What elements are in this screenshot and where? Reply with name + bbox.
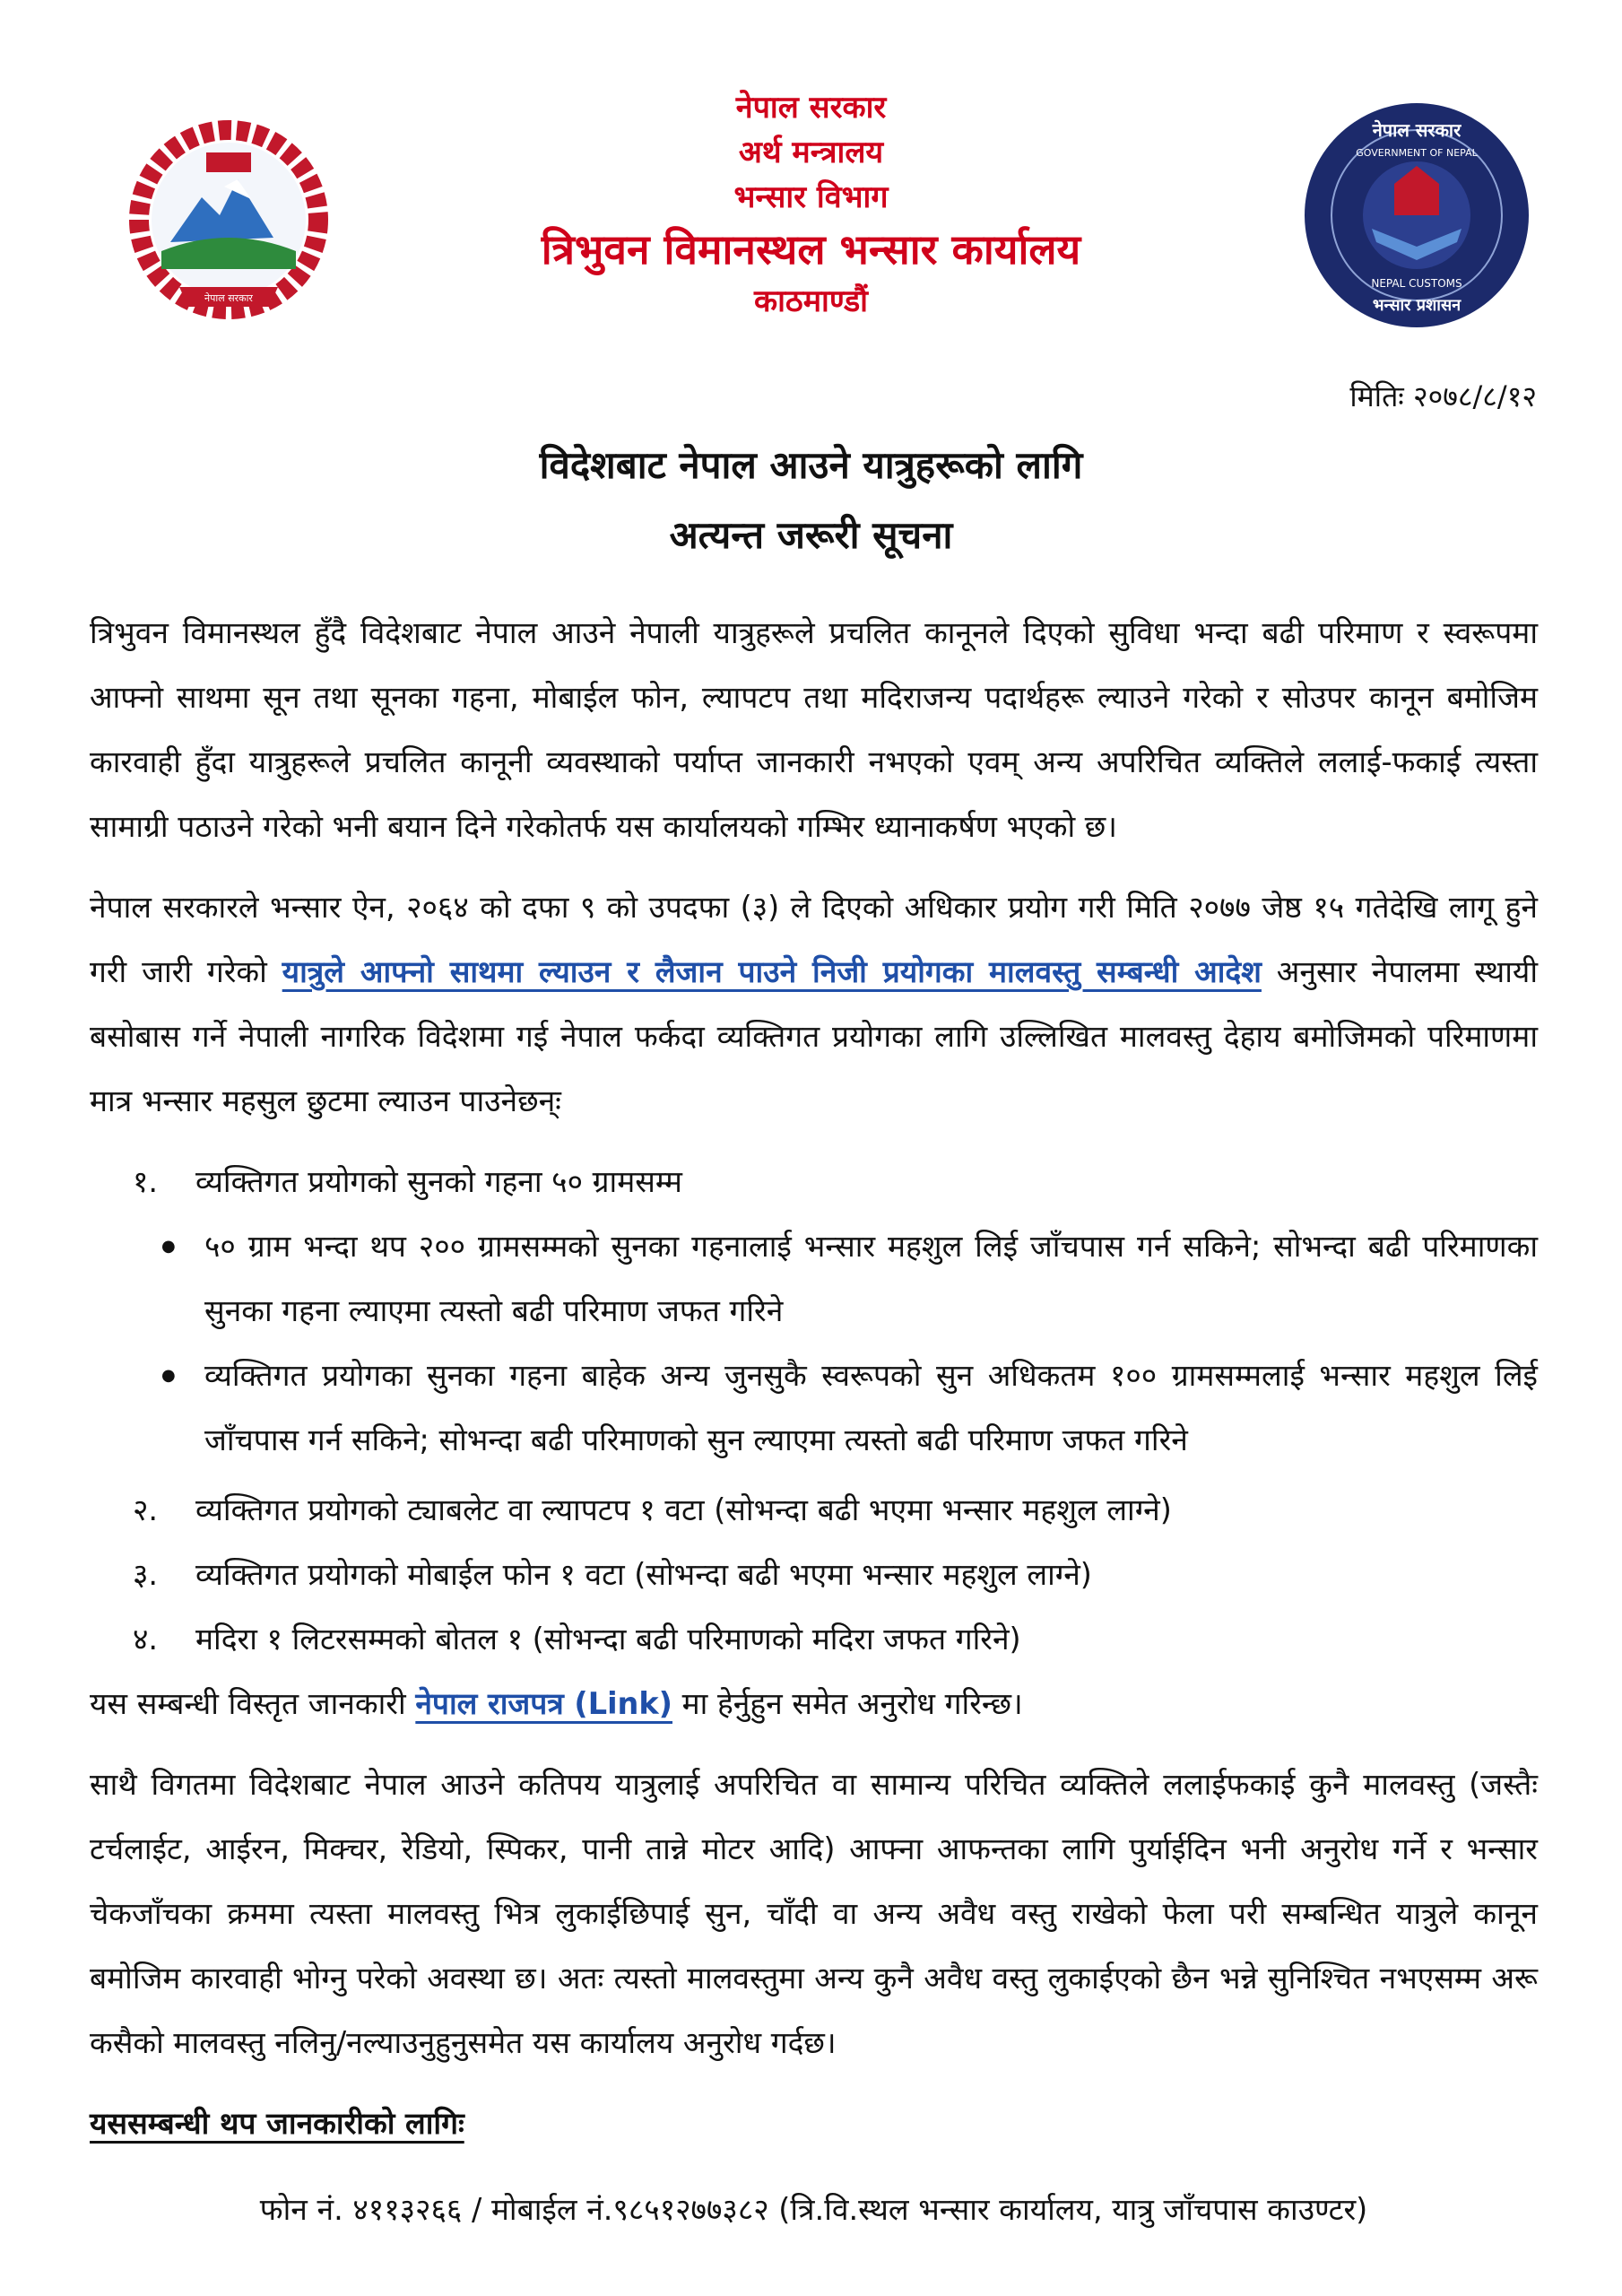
list-item-text: व्यक्तिगत प्रयोगको मोबाईल फोन १ वटा (सोभन्दा बढी भएमा भन्सार महशुल लाग्ने) (195, 1557, 1092, 1592)
seal-text-top: नेपाल सरकार (1372, 119, 1462, 141)
title-line-1: विदेशबाट नेपाल आउने यात्रुहरूको लागि (539, 443, 1083, 487)
sub-bullet-item: ● ५० ग्राम भन्दा थप २०० ग्रामसम्मको सुनका गहनालाई भन्सार महशुल लिई जाँचपास गर्न सकिने; सोभन्दा बढी परिमाणका सुनका गहना ल्याएमा त्यस्तो बढी परिमाण जफत गरिने (161, 1214, 1538, 1344)
list-item-number: १. (133, 1164, 159, 1199)
more-info-heading: यससम्बन्धी थप जानकारीको लागिः (90, 2106, 464, 2141)
org-line-government: नेपाल सरकार (735, 90, 887, 126)
emblem-left-text: नेपाल सरकार (204, 292, 253, 304)
title-line-2: अत्यन्त जरूरी सूचना (669, 513, 953, 557)
paragraph-gazette-pre: यस सम्बन्धी विस्तृत जानकारी (90, 1686, 416, 1721)
gazette-link[interactable]: नेपाल राजपत्र (Link) (415, 1686, 672, 1721)
allowance-list (90, 1150, 1538, 1214)
contact-info: फोन नं. ४११३२६६ / मोबाईल नं.९८५१२७७३८२ (त्रि.वि.स्थल भन्सार कार्यालय, यात्रु जाँचपास काउण्टर) (259, 2192, 1368, 2227)
seal-text-mid: GOVERNMENT OF NEPAL (1356, 147, 1478, 159)
org-line-department: भन्सार विभाग (733, 179, 889, 215)
list-item-text: मदिरा १ लिटरसम्मको बोतल १ (सोभन्दा बढी परिमाणको मदिरा जफत गरिने) (195, 1622, 1021, 1657)
seal-text-base: भन्सार प्रशासन (1372, 296, 1462, 315)
paragraph-order-pre: नेपाल सरकारले भन्सार ऐन, २०६४ को दफा ९ को उपदफा (३) ले दिएको अधिकार प्रयोग गरी मिति २०७७ जेष्ठ १५ गतेदेखि लागू हुने गरी जारी गरेको (90, 890, 1538, 989)
list-item-number: २. (133, 1492, 159, 1527)
paragraph-order-post: अनुसार नेपालमा स्थायी बसोबास गर्ने नेपाली नागरिक विदेशमा गई नेपाल फर्कदा व्यक्तिगत प्रयोगका लागि उल्लिखित मालवस्तु देहाय बमोजिमको परिमाणमा मात्र भन्सार महसुल छुटमा ल्याउन पाउनेछन्ः (90, 954, 1538, 1118)
allowance-list-continued (90, 1478, 1538, 1672)
notice-body (90, 601, 1538, 2242)
order-link[interactable]: यात्रुले आफ्नो साथमा ल्याउन र लैजान पाउने निजी प्रयोगका मालवस्तु सम्बन्धी आदेश (282, 954, 1262, 989)
list-item-number: ४. (133, 1622, 159, 1657)
list-item-number: ३. (133, 1557, 159, 1592)
org-line-city: काठमाण्डौं (754, 283, 868, 319)
organization-names (412, 85, 1210, 324)
letterhead (0, 0, 1622, 413)
paragraph-warning: साथै विगतमा विदेशबाट नेपाल आउने कतिपय यात्रुलाई अपरिचित वा सामान्य परिचित व्यक्तिले ललाईफकाई कुनै मालवस्तु (जस्तैः टर्चलाईट, आईरन, मिक्चर, रेडियो, स्पिकर, पानी तान्ने मोटर आदि) आफ्ना आफन्तका लागि पुर्याईदिन भनी अनुरोध गर्ने र भन्सार चेकजाँचका क्रममा त्यस्ता मालवस्तु भित्र लुकाईछिपाई सुन, चाँदी वा अन्य अवैध वस्तु राखेको फेला परी सम्बन्धित यात्रुले कानून बमोजिम कारवाही भोग्नु परेको अवस्था छ। अतः त्यस्तो मालवस्तुमा अन्य कुनै अवैध वस्तु लुकाईएको छैन भन्ने सुनिश्चित नभएसम्म अरू कसैको मालवस्तु नलिनु/नल्याउनुहुनुसमेत यस कार्यालय अनुरोध गर्दछ। (90, 1767, 1538, 2060)
list-item (90, 1478, 1538, 1543)
list-item-text: व्यक्तिगत प्रयोगको सुनको गहना ५० ग्रामसम्म (195, 1164, 682, 1199)
list-item (90, 1543, 1538, 1607)
seal-text-bottom: NEPAL CUSTOMS (1371, 277, 1462, 290)
nepal-coat-of-arms-icon (117, 117, 341, 323)
org-line-office: त्रिभुवन विमानस्थल भन्सार कार्यालय (541, 225, 1081, 274)
sub-bullet-item: ● व्यक्तिगत प्रयोगका सुनका गहना बाहेक अन्य जुनसुकै स्वरूपको सुन अधिकतम १०० ग्रामसम्मलाई भन्सार महशुल लिई जाँचपास गर्न सकिने; सोभन्दा बढी परिमाणको सुन ल्याएमा त्यस्तो बढी परिमाण जफत गरिने (161, 1344, 1538, 1473)
paragraph-gazette (90, 1672, 1538, 1736)
notice-date: मितिः २०७८/८/१२ (1349, 379, 1537, 413)
list-item-text: व्यक्तिगत प्रयोगको ट्याबलेट वा ल्यापटप १ वटा (सोभन्दा बढी भएमा भन्सार महशुल लाग्ने) (195, 1492, 1172, 1527)
org-line-ministry: अर्थ मन्त्रालय (738, 135, 884, 170)
paragraph-gazette-post: मा हेर्नुहुन समेत अनुरोध गरिन्छ। (672, 1686, 1023, 1721)
gold-sub-bullets (161, 1214, 1538, 1473)
paragraph-attention: त्रिभुवन विमानस्थल हुँदै विदेशबाट नेपाल आउने नेपाली यात्रुहरूले प्रचलित कानूनले दिएको सुविधा भन्दा बढी परिमाण र स्वरूपमा आफ्नो साथमा सून तथा सूनका गहना, मोबाईल फोन, ल्यापटप तथा मदिराजन्य पदार्थहरू ल्याउने गरेको र सोउपर कानून बमोजिम कारवाही हुँदा यात्रुहरूले प्रचलित कानूनी व्यवस्थाको पर्याप्त जानकारी नभएको एवम् अन्य अपरिचित व्यक्तिले ललाई-फकाई त्यस्ता सामाग्री पठाउने गरेको भनी बयान दिने गरेकोतर्फ यस कार्यालयको गम्भिर ध्यानाकर्षण भएको छ। (90, 615, 1538, 844)
paragraph-order (90, 875, 1538, 1134)
notice-title (0, 430, 1622, 570)
list-item (90, 1150, 1538, 1214)
list-item (90, 1607, 1538, 1672)
nepal-customs-seal-icon (1300, 99, 1533, 332)
